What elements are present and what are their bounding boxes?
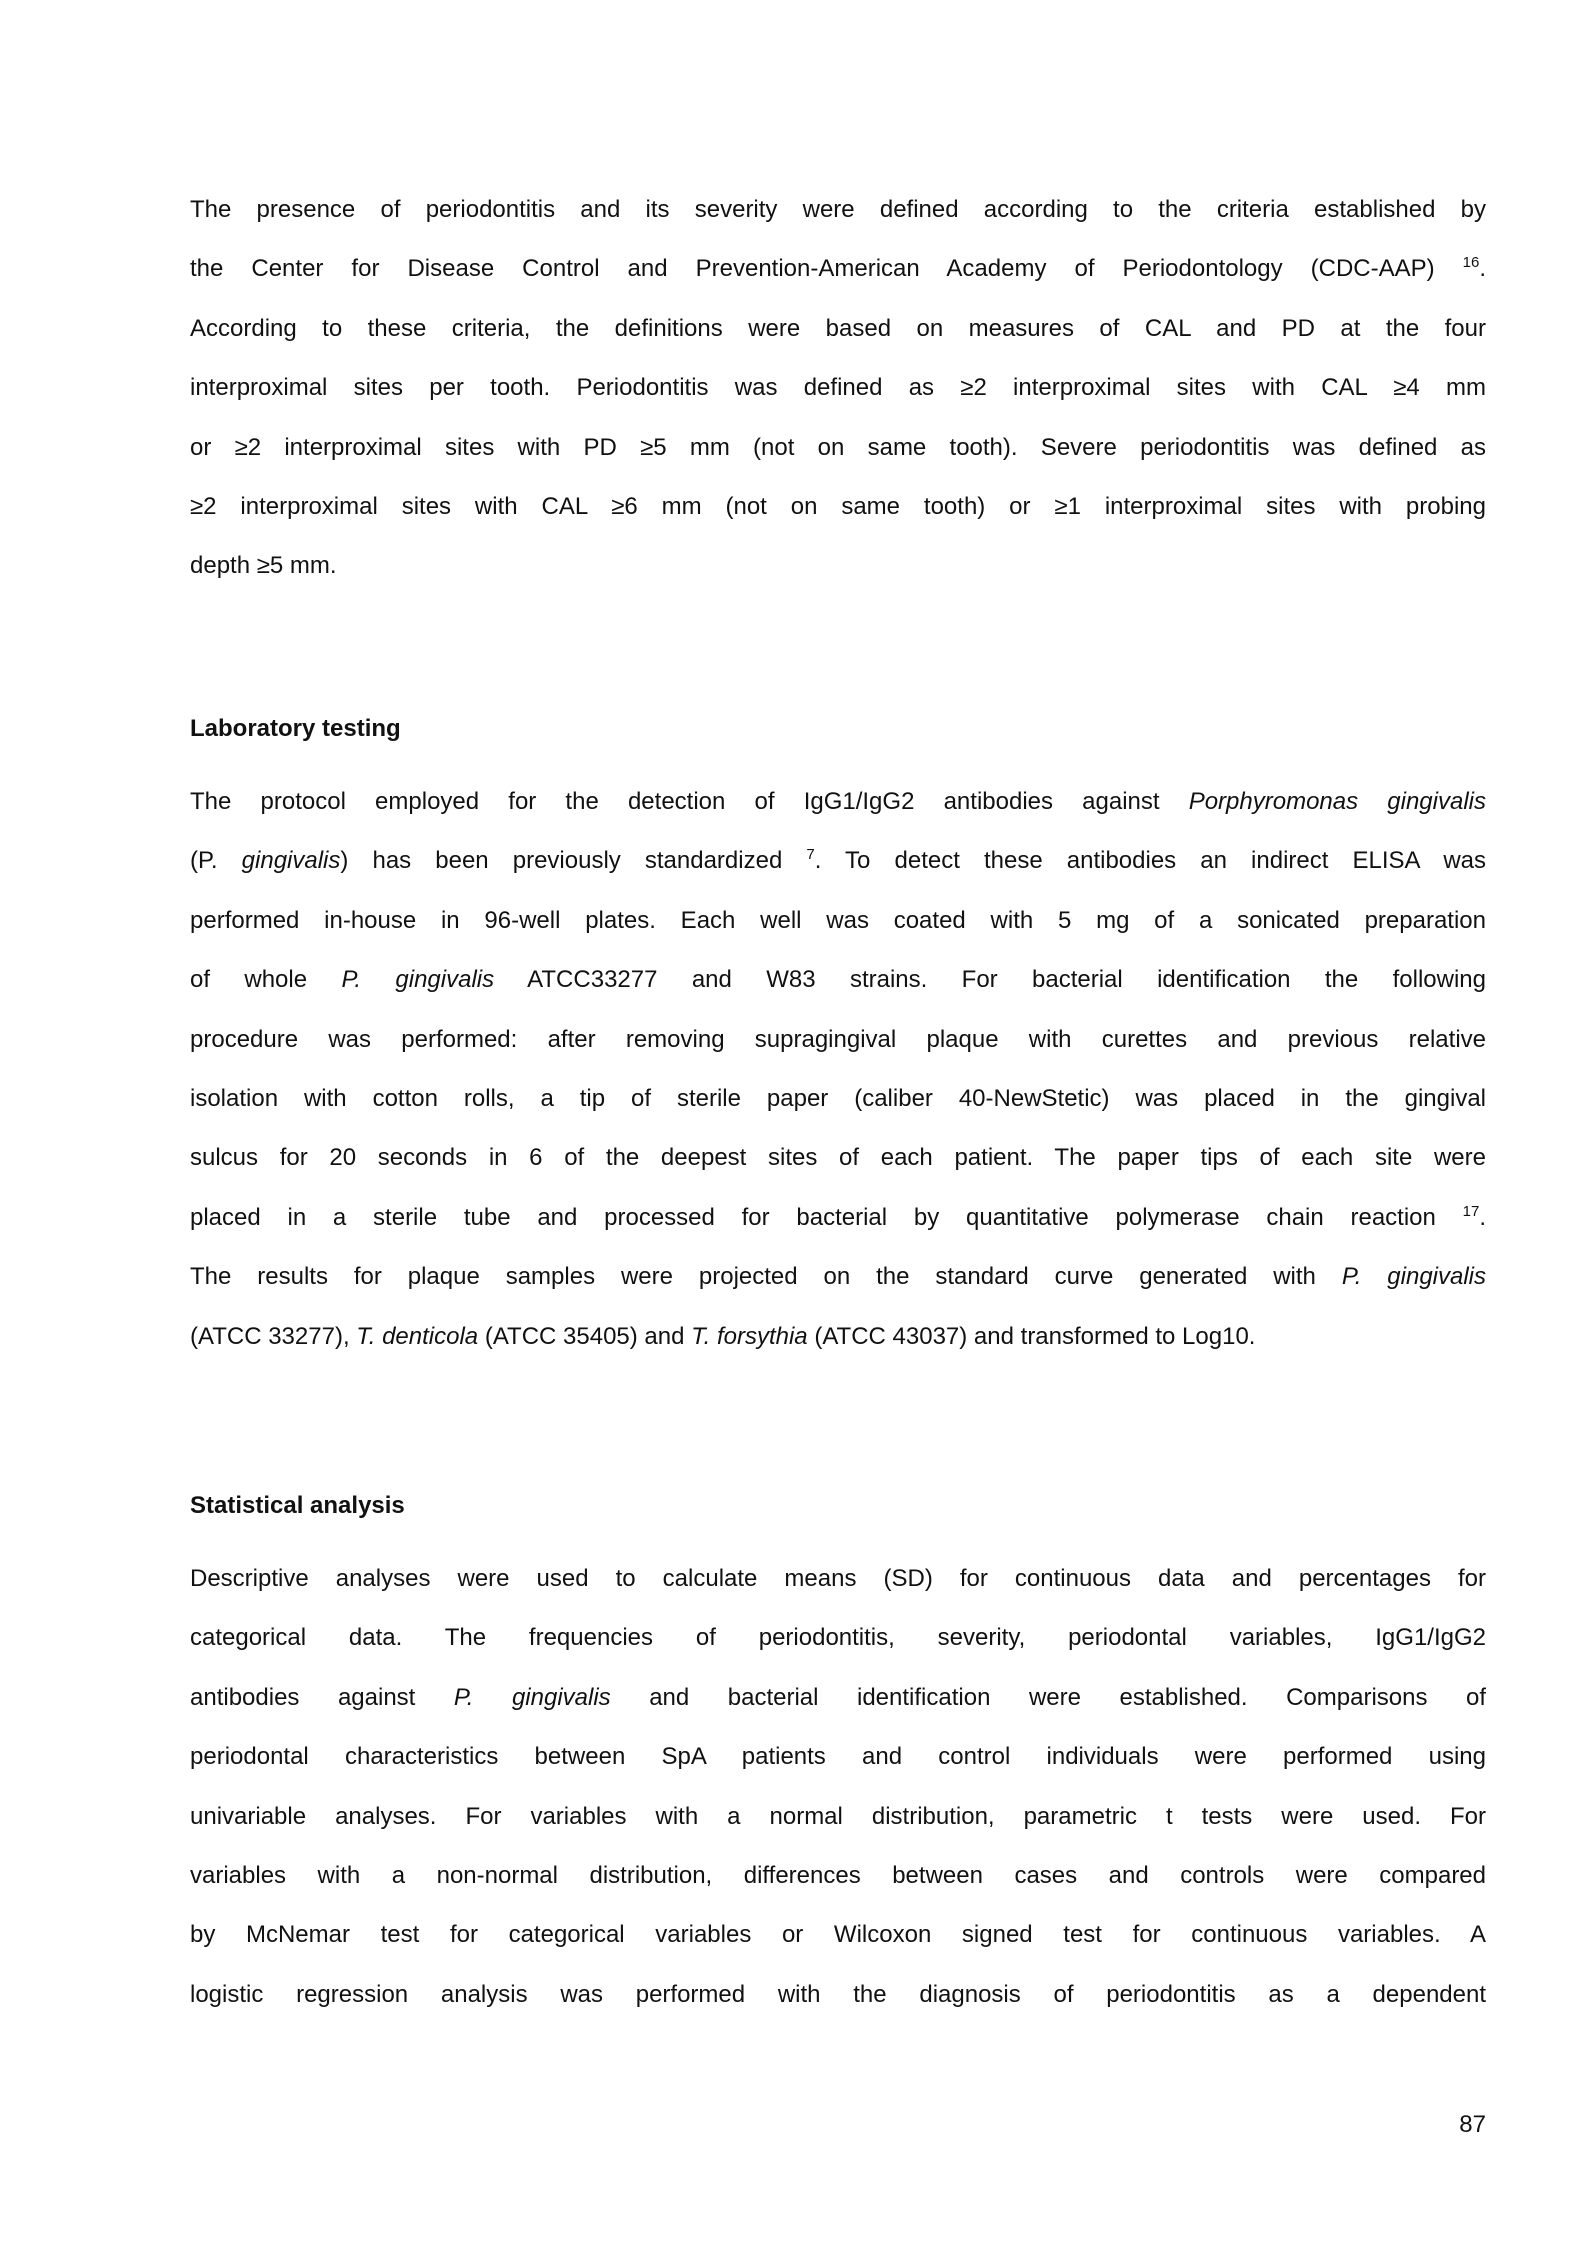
text-line: [190, 1549, 1486, 1608]
text-line: [190, 1188, 1486, 1247]
text-span: or ≥2 interproximal sites with PD ≥5 mm (not on same tooth). Severe periodontitis was defined as: [190, 433, 1486, 461]
text-span: Descriptive analyses were used to calculate means (SD) for continuous data and percentages for: [190, 1565, 1486, 1592]
italic-term: P. gingivalis: [341, 966, 495, 994]
paragraph-periodontitis-definition: [190, 180, 1486, 596]
text-line: [190, 772, 1486, 831]
text-line: [190, 1247, 1486, 1306]
text-line: [190, 1846, 1486, 1905]
text-span: (ATCC 33277),: [190, 1322, 357, 1350]
italic-term: T. denticola: [356, 1322, 479, 1350]
text-span: According to these criteria, the definitions were based on measures of CAL and PD at the four: [190, 314, 1486, 342]
text-line: [190, 1307, 1486, 1366]
italic-term: P. gingivalis: [1341, 1263, 1486, 1291]
text-span: sulcus for 20 seconds in 6 of the deepest sites of each patient. The paper tips of each site were: [190, 1144, 1486, 1172]
text-span: ATCC33277 and W83 strains. For bacterial identification the following: [494, 966, 1486, 994]
text-span: by McNemar test for categorical variables or Wilcoxon signed test for continuous variables. A: [190, 1921, 1486, 1949]
reference-superscript: 17: [1462, 1202, 1480, 1220]
text-span: variables with a non-normal distribution, differences between cases and controls were compared: [190, 1861, 1486, 1889]
text-line: [190, 1010, 1486, 1069]
text-span: procedure was performed: after removing supragingival plaque with curettes and previous relative: [190, 1025, 1486, 1053]
text-span: depth ≥5 mm.: [190, 552, 337, 580]
heading-laboratory-testing: Laboratory testing: [190, 715, 401, 742]
text-line: [190, 891, 1486, 950]
text-span: .: [1479, 255, 1486, 283]
text-span: placed in a sterile tube and processed for bacterial by quantitative polymerase chain reaction: [190, 1203, 1463, 1231]
text-line: [190, 1905, 1486, 1964]
text-span: interproximal sites per tooth. Periodontitis was defined as ≥2 interproximal sites with CAL ≥4 mm: [190, 374, 1486, 402]
text-line: [190, 831, 1486, 890]
text-span: The presence of periodontitis and its severity were defined according to the criteria established by: [190, 196, 1486, 223]
text-line: [190, 1787, 1486, 1846]
text-span: (ATCC 43037) and transformed to Log10.: [807, 1322, 1256, 1350]
text-span: The protocol employed for the detection of IgG1/IgG2 antibodies against: [190, 788, 1189, 815]
reference-superscript: 16: [1462, 254, 1480, 272]
text-span: performed in-house in 96-well plates. Each well was coated with 5 mg of a sonicated preparation: [190, 906, 1486, 934]
reference-superscript: 7: [806, 846, 815, 864]
text-span: and bacterial identification were established. Comparisons of: [610, 1683, 1486, 1711]
italic-term: P. gingivalis: [453, 1683, 611, 1711]
paragraph-statistical-analysis: [190, 1549, 1486, 2024]
text-line: [190, 1069, 1486, 1128]
text-line: [190, 477, 1486, 536]
text-line: [190, 1965, 1486, 2024]
text-span: isolation with cotton rolls, a tip of sterile paper (caliber 40-NewStetic) was placed in the gingival: [190, 1084, 1486, 1112]
text-span: (ATCC 35405) and: [478, 1322, 692, 1350]
text-span: ≥2 interproximal sites with CAL ≥6 mm (not on same tooth) or ≥1 interproximal sites with probing: [190, 492, 1486, 520]
text-line: [190, 1727, 1486, 1786]
text-span: univariable analyses. For variables with a normal distribution, parametric t tests were used. For: [190, 1802, 1486, 1830]
text-line: [190, 536, 1486, 595]
text-span: .: [1479, 1203, 1486, 1231]
text-line: [190, 1608, 1486, 1667]
text-span: The results for plaque samples were projected on the standard curve generated with: [190, 1263, 1342, 1291]
text-span: periodontal characteristics between SpA patients and control individuals were performed using: [190, 1743, 1486, 1771]
text-span: the Center for Disease Control and Prevention-American Academy of Periodontology (CDC-AAP): [190, 255, 1463, 283]
text-line: [190, 180, 1486, 239]
text-line: [190, 299, 1486, 358]
text-line: [190, 1668, 1486, 1727]
text-line: [190, 418, 1486, 477]
text-span: . To detect these antibodies an indirect ELISA was: [814, 847, 1486, 875]
italic-term: T. forsythia: [691, 1322, 808, 1350]
text-span: (P.: [190, 847, 242, 875]
text-span: categorical data. The frequencies of periodontitis, severity, periodontal variables, IgG1/IgG2: [190, 1624, 1486, 1652]
text-span: of whole: [190, 966, 342, 994]
heading-statistical-analysis: Statistical analysis: [190, 1492, 405, 1519]
italic-term: gingivalis: [241, 847, 341, 875]
text-span: antibodies against: [190, 1683, 454, 1711]
text-line: [190, 358, 1486, 417]
italic-term: Porphyromonas gingivalis: [1188, 788, 1486, 815]
text-line: [190, 239, 1486, 298]
page-number: 87: [1459, 2111, 1486, 2138]
text-line: [190, 1128, 1486, 1187]
text-span: logistic regression analysis was performed with the diagnosis of periodontitis as a dependent: [190, 1980, 1486, 2008]
text-span: ) has been previously standardized: [340, 847, 807, 875]
text-line: [190, 950, 1486, 1009]
paragraph-laboratory-testing: [190, 772, 1486, 1366]
